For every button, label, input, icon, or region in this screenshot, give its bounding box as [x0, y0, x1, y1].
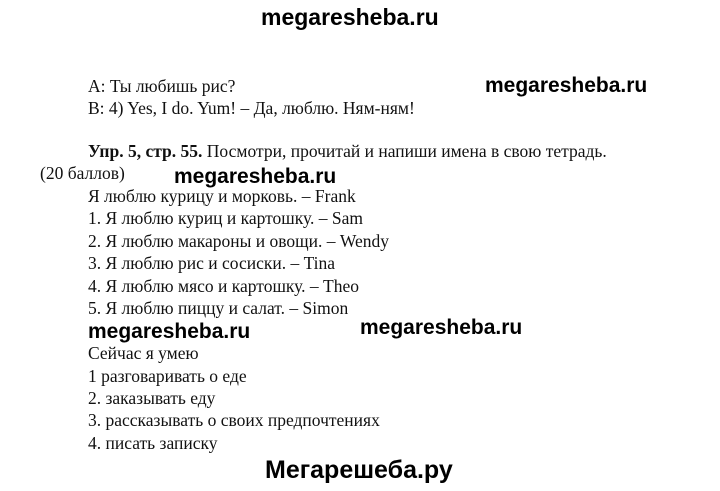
exercise-points: (20 баллов): [40, 163, 125, 183]
watermark-right-upper: megaresheba.ru: [485, 74, 648, 97]
exercise-example: Я люблю курицу и морковь. – Frank: [88, 186, 356, 206]
answer-item: 5. Я люблю пиццу и салат. – Simon: [88, 298, 349, 318]
skills-heading: Сейчас я умею: [88, 343, 199, 363]
answer-item: 3. Я люблю рис и сосиски. – Tina: [88, 253, 336, 273]
watermark-bottom: Мегарешеба.ру: [265, 456, 453, 484]
skill-item: 1 разговаривать о еде: [88, 366, 247, 386]
watermark-middle: megaresheba.ru: [174, 165, 337, 188]
answer-item: 1. Я люблю куриц и картошку. – Sam: [88, 208, 364, 228]
dialogue-answer: B: 4) Yes, I do. Yum! – Да, люблю. Ням-ням!: [88, 98, 415, 118]
exercise-instruction: Посмотри, прочитай и напиши имена в свою тетрадь.: [202, 141, 607, 161]
answer-item: 2. Я люблю макароны и овощи. – Wendy: [88, 231, 389, 251]
watermark-left-lower: megaresheba.ru: [88, 320, 251, 343]
answer-item: 4. Я люблю мясо и картошку. – Theo: [88, 276, 360, 296]
skill-item: 3. рассказывать о своих предпочтениях: [88, 410, 380, 430]
skill-item: 2. заказывать еду: [88, 388, 216, 408]
skill-item: 4. писать записку: [88, 433, 218, 453]
watermark-right-lower: megaresheba.ru: [360, 316, 523, 339]
dialogue-question: A: Ты любишь рис?: [88, 76, 236, 96]
exercise-title: Упр. 5, стр. 55.: [88, 141, 203, 161]
exercise-heading: [88, 141, 607, 162]
watermark-top: megaresheba.ru: [261, 4, 439, 30]
